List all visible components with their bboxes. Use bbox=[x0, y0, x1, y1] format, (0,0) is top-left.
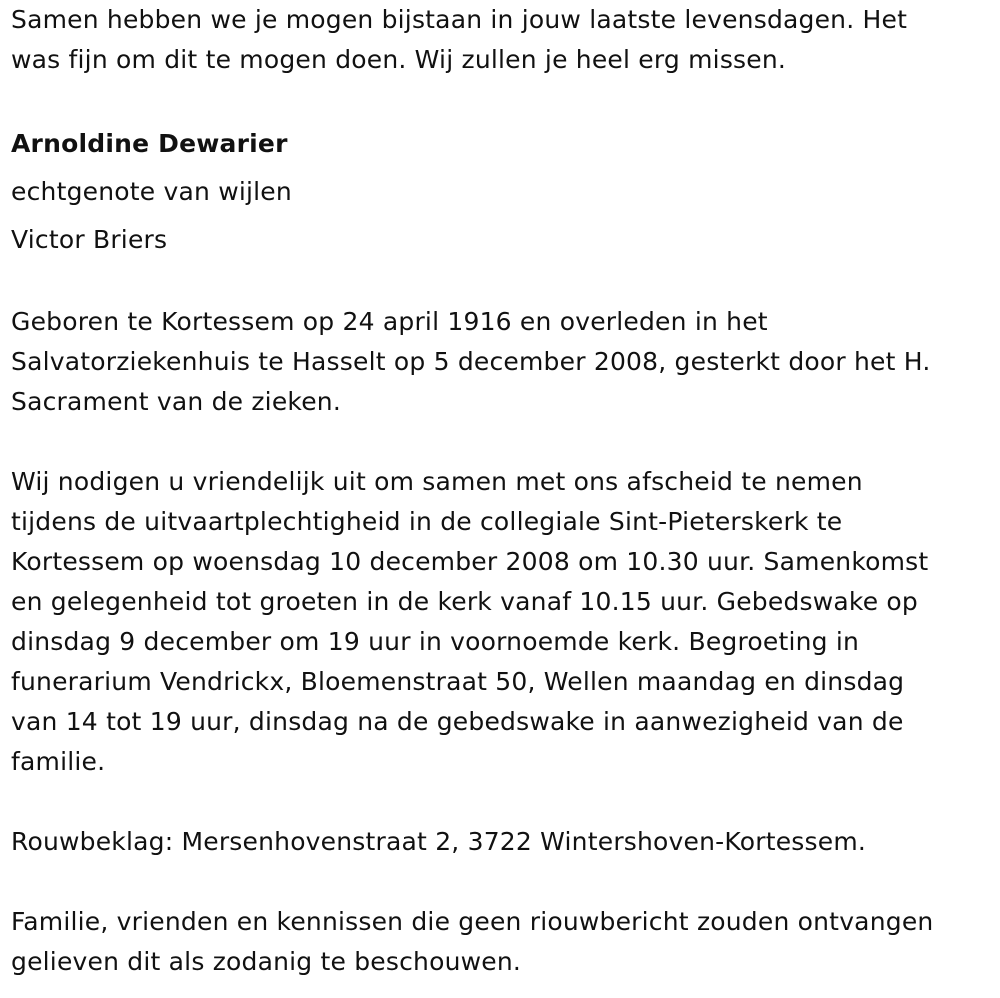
closing-paragraph bbox=[11, 902, 991, 982]
invitation-line: familie. bbox=[11, 747, 106, 776]
intro-line: was fijn om dit te mogen doen. Wij zullen je heel erg missen. bbox=[11, 45, 787, 74]
paragraph-gap bbox=[11, 862, 991, 902]
condolence-address: Rouwbeklag: Mersenhovenstraat 2, 3722 Wintershoven-Kortessem. bbox=[11, 827, 867, 856]
address-paragraph bbox=[11, 822, 991, 862]
invitation-line: Wij nodigen u vriendelijk uit om samen met ons afscheid te nemen bbox=[11, 467, 863, 496]
deceased-relation: echtgenote van wijlen bbox=[11, 177, 292, 206]
closing-line: gelieven dit als zodanig te beschouwen. bbox=[11, 947, 522, 976]
paragraph-gap bbox=[11, 782, 991, 822]
invitation-line: dinsdag 9 december om 19 uur in voornoemde kerk. Begroeting in bbox=[11, 627, 860, 656]
invitation-line: tijdens de uitvaartplechtigheid in de collegiale Sint-Pieterskerk te bbox=[11, 507, 843, 536]
invitation-line: en gelegenheid tot groeten in de kerk vanaf 10.15 uur. Gebedswake op bbox=[11, 587, 918, 616]
paragraph-gap bbox=[11, 264, 991, 302]
deceased-name: Arnoldine Dewarier bbox=[11, 129, 288, 158]
intro-line: Samen hebben we je mogen bijstaan in jouw laatste levensdagen. Het bbox=[11, 5, 908, 34]
birth-death-line: Sacrament van de zieken. bbox=[11, 387, 341, 416]
birth-death-line: Salvatorziekenhuis te Hasselt op 5 december 2008, gesterkt door het H. bbox=[11, 347, 931, 376]
birth-death-line: Geboren te Kortessem op 24 april 1916 en overleden in het bbox=[11, 307, 768, 336]
invitation-paragraph bbox=[11, 462, 991, 782]
spouse-name: Victor Briers bbox=[11, 225, 168, 254]
paragraph-gap bbox=[11, 422, 991, 462]
invitation-line: van 14 tot 19 uur, dinsdag na de gebedswake in aanwezigheid van de bbox=[11, 707, 904, 736]
intro-paragraph bbox=[11, 0, 991, 80]
obituary-text bbox=[11, 0, 991, 982]
invitation-line: funerarium Vendrickx, Bloemenstraat 50, Wellen maandag en dinsdag bbox=[11, 667, 905, 696]
closing-line: Familie, vrienden en kennissen die geen riouwbericht zouden ontvangen bbox=[11, 907, 934, 936]
birth-death-paragraph bbox=[11, 302, 991, 422]
deceased-block bbox=[11, 120, 991, 264]
invitation-line: Kortessem op woensdag 10 december 2008 om 10.30 uur. Samenkomst bbox=[11, 547, 929, 576]
paragraph-gap bbox=[11, 80, 991, 120]
